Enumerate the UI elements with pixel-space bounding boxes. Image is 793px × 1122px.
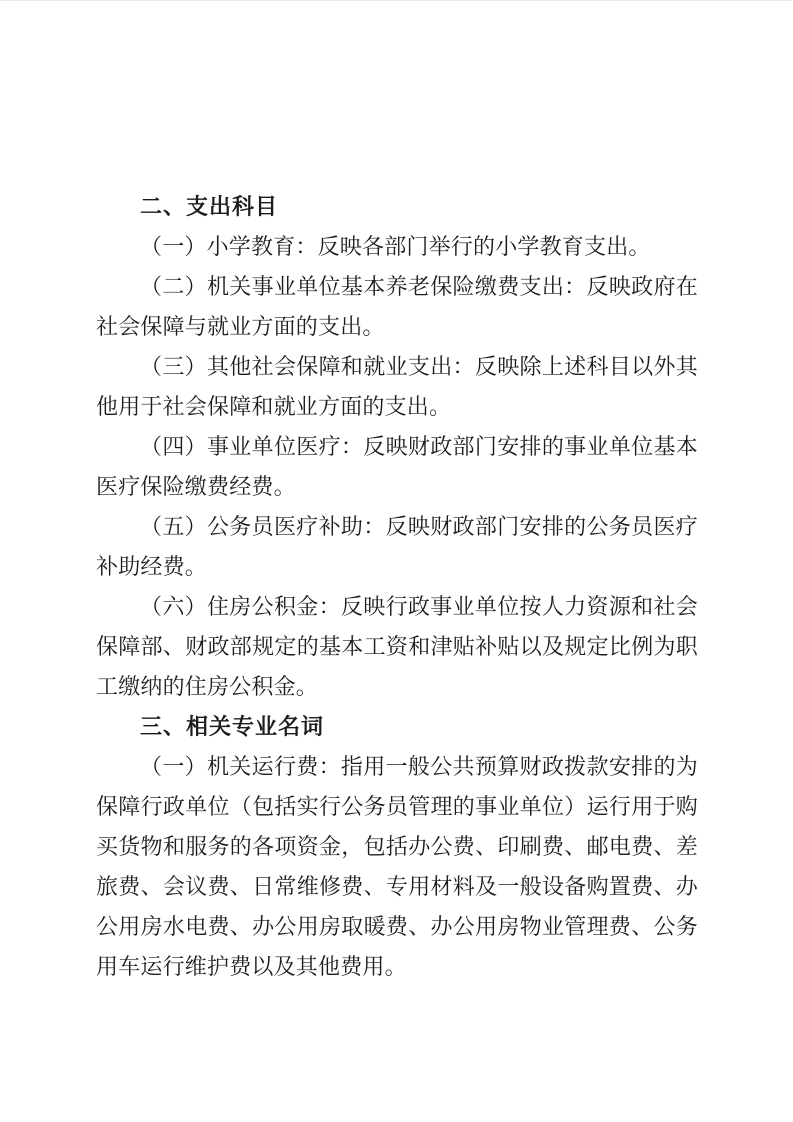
paragraph-item-3: （三）其他社会保障和就业支出：反映除上述科目以外其他用于社会保障和就业方面的支出。 <box>96 354 698 419</box>
document-page <box>0 1 793 987</box>
paragraph-item-1: （一）小学教育：反映各部门举行的小学教育支出。 <box>140 234 651 259</box>
section-related-terms <box>96 707 698 987</box>
section-heading-related-terms: 三、相关专业名词 <box>140 714 325 739</box>
paragraph-item-2: （二）机关事业单位基本养老保险缴费支出：反映政府在社会保障与就业方面的支出。 <box>96 274 698 339</box>
paragraph-item-4: （四）事业单位医疗：反映财政部门安排的事业单位基本医疗保险缴费经费。 <box>96 434 698 499</box>
paragraph-item-6: （六）住房公积金：反映行政事业单位按人力资源和社会保障部、财政部规定的基本工资和津贴补贴以及规定比例为职工缴纳的住房公积金。 <box>96 594 698 699</box>
section-heading-expenditure: 二、支出科目 <box>140 194 279 219</box>
paragraph-item-5: （五）公务员医疗补助：反映财政部门安排的公务员医疗补助经费。 <box>96 514 698 579</box>
paragraph-term-1: （一）机关运行费：指用一般公共预算财政拨款安排的为保障行政单位（包括实行公务员管理的事业单位）运行用于购买货物和服务的各项资金，包括办公费、印刷费、邮电费、差旅费、会议费、日常维修费、专用材料及一般设备购置费、办公用房水电费、办公用房取暖费、办公用房物业管理费、公务用车运行维护费以及其他费用。 <box>96 754 698 979</box>
section-expenditure-subjects <box>96 187 698 707</box>
